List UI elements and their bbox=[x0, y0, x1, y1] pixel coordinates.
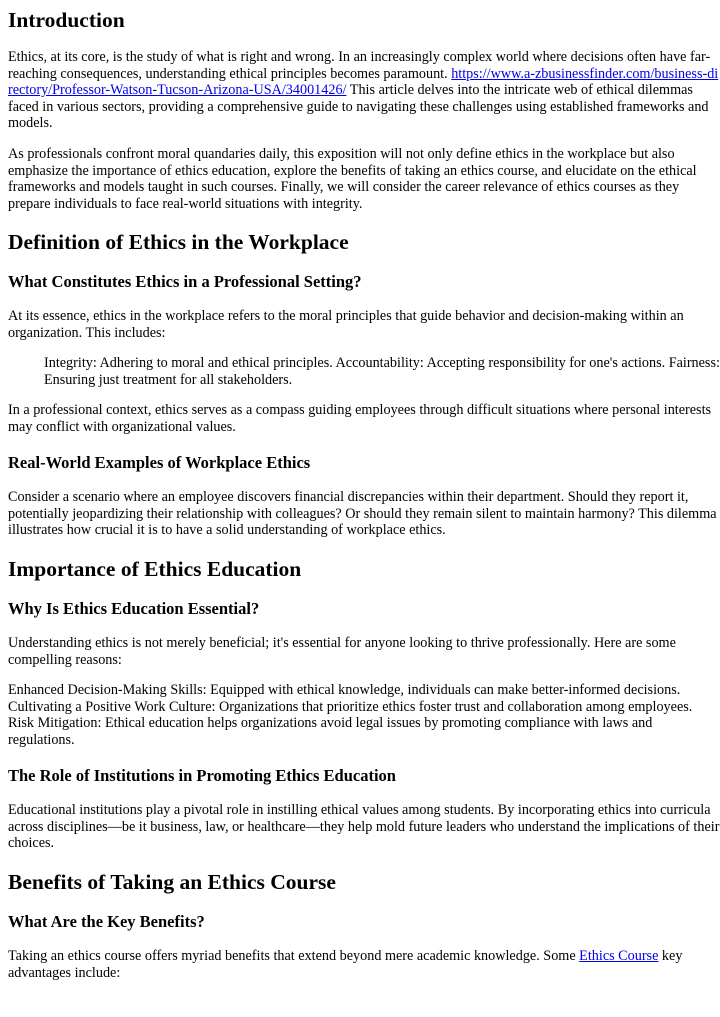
definition-paragraph-1: At its essence, ethics in the workplace refers to the moral principles that guide behavior and decision-making within an organization. This includes: bbox=[8, 308, 684, 341]
benefits-p1-text-after: key advantages include: bbox=[8, 948, 683, 981]
definition-heading: Definition of Ethics in the Workplace bbox=[8, 230, 349, 254]
importance-paragraph-1: Understanding ethics is not merely beneficial; it's essential for anyone looking to thrive professionally. Here are some compelling reasons: bbox=[8, 635, 676, 668]
importance-paragraph-3: Educational institutions play a pivotal role in instilling ethical values among students. By incorporating ethics into curricula across disciplines—be it business, law, or healthcare—they help mold future leaders who understand the implications of their choices. bbox=[8, 802, 720, 851]
benefits-p1-text-before: Taking an ethics course offers myriad benefits that extend beyond mere academic knowledge. Some bbox=[8, 948, 576, 964]
intro-paragraph-2: As professionals confront moral quandaries daily, this exposition will not only define ethics in the workplace but also emphasize the importance of ethics education, explore the benefits of taking an ethics course, and elucidate on the ethical frameworks and models taught in such courses. Finally, we will consider the career relevance of ethics courses as they prepare individuals to face real-world situations with integrity. bbox=[8, 146, 697, 212]
benefits-heading: Benefits of Taking an Ethics Course bbox=[8, 870, 336, 894]
intro-paragraph-1 bbox=[8, 49, 720, 132]
benefits-paragraph-1 bbox=[8, 948, 720, 981]
ethics-course-link[interactable]: Ethics Course bbox=[579, 948, 659, 964]
importance-paragraph-2: Enhanced Decision-Making Skills: Equipped with ethical knowledge, individuals can make better-informed decisions. Cultivating a Positive Work Culture: Organizations that prioritize ethics foster trust and collaboration among employees. Risk Mitigation: Ethical education helps organizations avoid legal issues by promoting compliance with laws and regulations. bbox=[8, 682, 693, 748]
importance-heading: Importance of Ethics Education bbox=[8, 557, 302, 581]
business-directory-link[interactable]: https://www.a-zbusinessfinder.com/business-directory/Professor-Watson-Tucson-Arizona-USA/34001426/ bbox=[8, 65, 719, 98]
benefits-subheading-1: What Are the Key Benefits? bbox=[8, 912, 205, 931]
definition-paragraph-3: Consider a scenario where an employee discovers financial discrepancies within their department. Should they report it, potentially jeopardizing their relationship with colleagues? Or should they remain silent to maintain harmony? This dilemma illustrates how crucial it is to have a solid understanding of workplace ethics. bbox=[8, 489, 717, 538]
importance-subheading-1: Why Is Ethics Education Essential? bbox=[8, 599, 260, 618]
definition-subheading-1: What Constitutes Ethics in a Professional Setting? bbox=[8, 272, 362, 291]
intro-p1-text-before: Ethics, at its core, is the study of what is right and wrong. In an increasingly complex world where decisions often have far-reaching consequences, understanding ethical principles becomes paramount. bbox=[8, 49, 711, 82]
intro-p1-text-after: This article delves into the intricate web of ethical dilemmas faced in various sectors, providing a comprehensive guide to navigating these challenges using established frameworks and models. bbox=[8, 82, 709, 131]
intro-heading: Introduction bbox=[8, 8, 125, 32]
definition-blockquote: Integrity: Adhering to moral and ethical principles. Accountability: Accepting responsibility for one's actions. Fairness: Ensuring just treatment for all stakeholders. bbox=[44, 355, 720, 388]
definition-subheading-2: Real-World Examples of Workplace Ethics bbox=[8, 453, 311, 472]
importance-subheading-2: The Role of Institutions in Promoting Ethics Education bbox=[8, 766, 396, 785]
definition-paragraph-2: In a professional context, ethics serves as a compass guiding employees through difficult situations where personal interests may conflict with organizational values. bbox=[8, 402, 712, 435]
